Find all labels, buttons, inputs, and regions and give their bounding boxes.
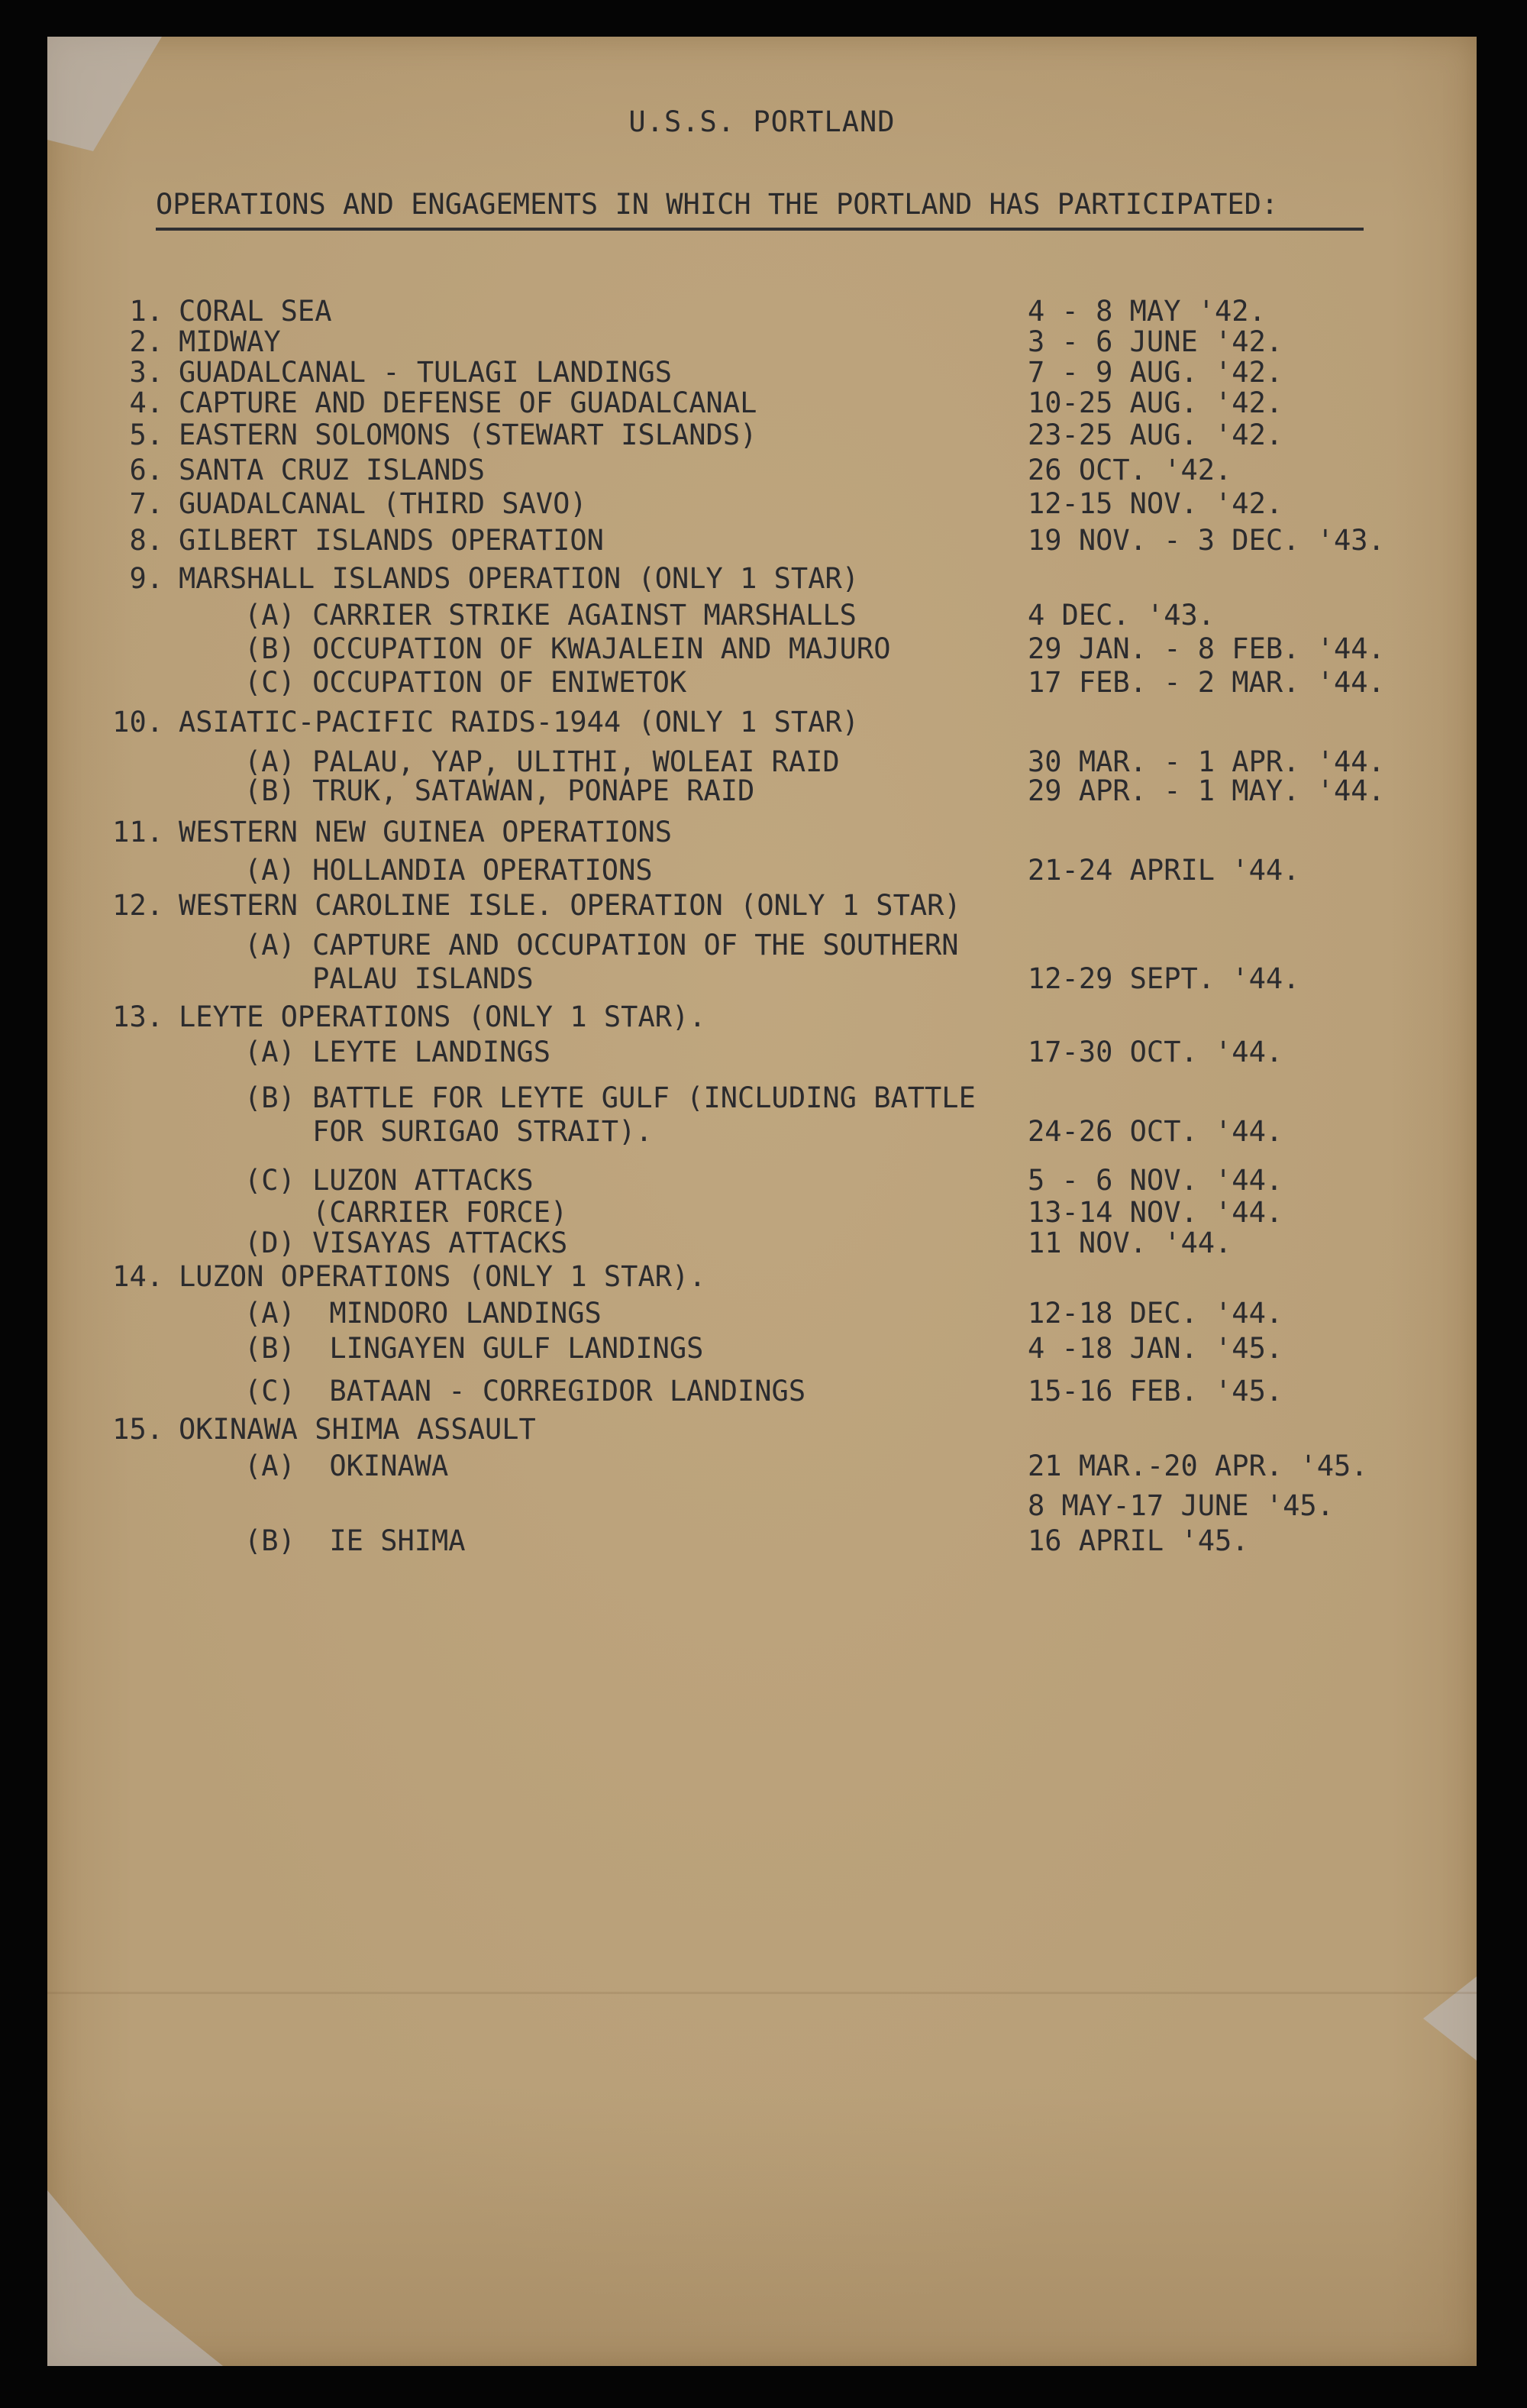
entry-number: 2. xyxy=(129,325,163,358)
operation-name: GUADALCANAL - TULAGI LANDINGS xyxy=(179,356,673,389)
operation-name: WESTERN NEW GUINEA OPERATIONS xyxy=(179,816,673,848)
entry-number: 14. xyxy=(112,1260,163,1293)
operation-date: 5 - 6 NOV. '44. xyxy=(1028,1164,1283,1197)
sub-operation-name: (A) HOLLANDIA OPERATIONS xyxy=(244,854,653,887)
operation-date: 17-30 OCT. '44. xyxy=(1028,1036,1283,1068)
operation-date: 12-29 SEPT. '44. xyxy=(1028,962,1300,995)
operation-name: MARSHALL ISLANDS OPERATION (ONLY 1 STAR) xyxy=(179,562,860,595)
operation-name: SANTA CRUZ ISLANDS xyxy=(179,454,485,486)
entry-number: 3. xyxy=(129,356,163,389)
entry-number: 9. xyxy=(129,562,163,595)
operation-date: 4 DEC. '43. xyxy=(1028,599,1215,632)
operation-name: MIDWAY xyxy=(179,325,281,358)
sub-operation-name: (B) LINGAYEN GULF LANDINGS xyxy=(244,1332,704,1365)
document-heading: OPERATIONS AND ENGAGEMENTS IN WHICH THE PORTLAND HAS PARTICIPATED: xyxy=(156,188,1279,221)
heading-underline xyxy=(156,228,1364,231)
document-page xyxy=(47,37,1477,2366)
operation-name: ASIATIC-PACIFIC RAIDS-1944 (ONLY 1 STAR) xyxy=(179,706,860,739)
sub-operation-name: (C) LUZON ATTACKS xyxy=(244,1164,534,1197)
entry-number: 5. xyxy=(129,419,163,451)
entry-number: 11. xyxy=(112,816,163,848)
operation-name: GILBERT ISLANDS OPERATION xyxy=(179,524,604,557)
operation-date: 19 NOV. - 3 DEC. '43. xyxy=(1028,524,1385,557)
sub-operation-name: (C) OCCUPATION OF ENIWETOK xyxy=(244,666,687,699)
sub-operation-name: FOR SURIGAO STRAIT). xyxy=(244,1115,653,1148)
entry-number: 8. xyxy=(129,524,163,557)
sub-operation-name: (A) LEYTE LANDINGS xyxy=(244,1036,550,1068)
operation-date: 3 - 6 JUNE '42. xyxy=(1028,325,1283,358)
operation-name: CORAL SEA xyxy=(179,295,332,328)
fold-line xyxy=(47,1992,1477,1994)
operation-name: GUADALCANAL (THIRD SAVO) xyxy=(179,487,587,520)
operation-date: 30 MAR. - 1 APR. '44. xyxy=(1028,745,1385,778)
sub-operation-name: (D) VISAYAS ATTACKS xyxy=(244,1227,568,1259)
entry-number: 7. xyxy=(129,487,163,520)
operation-date: 29 JAN. - 8 FEB. '44. xyxy=(1028,632,1385,665)
operation-name: LUZON OPERATIONS (ONLY 1 STAR). xyxy=(179,1260,706,1293)
entry-number: 6. xyxy=(129,454,163,486)
document-title: U.S.S. PORTLAND xyxy=(628,105,896,138)
tissue-patch-bottom-left xyxy=(47,2190,223,2366)
sub-operation-name: (C) BATAAN - CORREGIDOR LANDINGS xyxy=(244,1375,806,1408)
operation-date: 24-26 OCT. '44. xyxy=(1028,1115,1283,1148)
operation-name: EASTERN SOLOMONS (STEWART ISLANDS) xyxy=(179,419,757,451)
operation-name: WESTERN CAROLINE ISLE. OPERATION (ONLY 1 STAR) xyxy=(179,889,961,922)
entry-number: 4. xyxy=(129,386,163,419)
operation-date: 7 - 9 AUG. '42. xyxy=(1028,356,1283,389)
sub-operation-name: (A) OKINAWA xyxy=(244,1450,449,1482)
operation-date: 21-24 APRIL '44. xyxy=(1028,854,1300,887)
sub-operation-name: (CARRIER FORCE) xyxy=(244,1196,568,1229)
sub-operation-name: (A) PALAU, YAP, ULITHI, WOLEAI RAID xyxy=(244,745,840,778)
operation-name: LEYTE OPERATIONS (ONLY 1 STAR). xyxy=(179,1000,706,1033)
sub-operation-name: (B) IE SHIMA xyxy=(244,1524,466,1557)
operation-date: 4 - 8 MAY '42. xyxy=(1028,295,1266,328)
operation-date: 10-25 AUG. '42. xyxy=(1028,386,1283,419)
sub-operation-name: (B) OCCUPATION OF KWAJALEIN AND MAJURO xyxy=(244,632,891,665)
operation-date: 11 NOV. '44. xyxy=(1028,1227,1232,1259)
operation-date: 17 FEB. - 2 MAR. '44. xyxy=(1028,666,1385,699)
entry-number: 1. xyxy=(129,295,163,328)
operation-date: 29 APR. - 1 MAY. '44. xyxy=(1028,774,1385,807)
operation-date: 13-14 NOV. '44. xyxy=(1028,1196,1283,1229)
operation-name: CAPTURE AND DEFENSE OF GUADALCANAL xyxy=(179,386,757,419)
sub-operation-name: (A) MINDORO LANDINGS xyxy=(244,1297,602,1330)
operation-date: 12-15 NOV. '42. xyxy=(1028,487,1283,520)
operation-date: 15-16 FEB. '45. xyxy=(1028,1375,1283,1408)
operation-date: 23-25 AUG. '42. xyxy=(1028,419,1283,451)
sub-operation-name: (B) TRUK, SATAWAN, PONAPE RAID xyxy=(244,774,755,807)
operation-date: 26 OCT. '42. xyxy=(1028,454,1232,486)
sub-operation-name: (A) CAPTURE AND OCCUPATION OF THE SOUTHERN xyxy=(244,929,959,962)
operation-date: 21 MAR.-20 APR. '45. xyxy=(1028,1450,1368,1482)
operation-date: 4 -18 JAN. '45. xyxy=(1028,1332,1283,1365)
entry-number: 15. xyxy=(112,1413,163,1446)
sub-operation-name: PALAU ISLANDS xyxy=(244,962,534,995)
operation-date: 16 APRIL '45. xyxy=(1028,1524,1249,1557)
entry-number: 13. xyxy=(112,1000,163,1033)
sub-operation-name: (A) CARRIER STRIKE AGAINST MARSHALLS xyxy=(244,599,857,632)
sub-operation-name: (B) BATTLE FOR LEYTE GULF (INCLUDING BATTLE xyxy=(244,1081,976,1114)
operation-name: OKINAWA SHIMA ASSAULT xyxy=(179,1413,536,1446)
entry-number: 12. xyxy=(112,889,163,922)
entry-number: 10. xyxy=(112,706,163,739)
operation-date: 12-18 DEC. '44. xyxy=(1028,1297,1283,1330)
tissue-patch-right xyxy=(1423,1976,1477,2061)
operation-date: 8 MAY-17 JUNE '45. xyxy=(1028,1489,1334,1522)
